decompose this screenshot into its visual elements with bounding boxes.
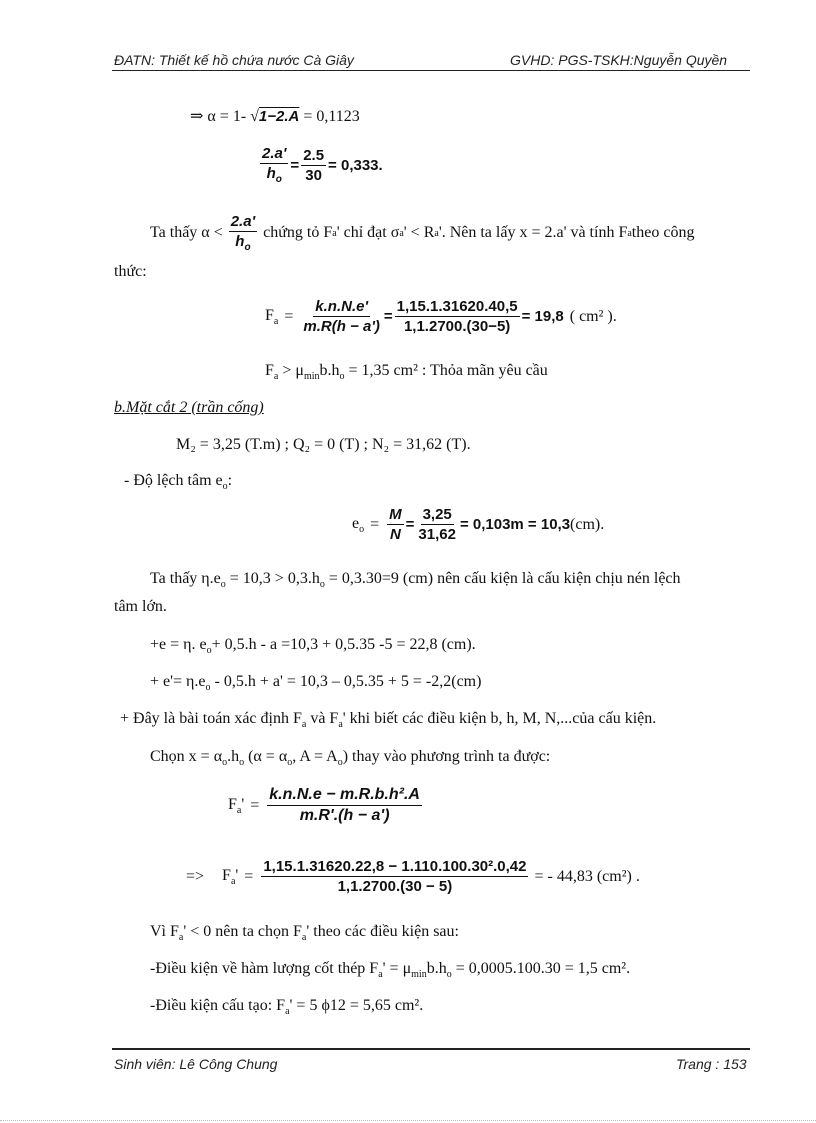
fa-prime-general-formula: $F_a'$ = $\frac{\text{k.n.N.e − m.R.b.h².A}}{m.R'.(h - a')}$ <box>228 786 420 825</box>
footer-left: Sinh viên: Lê Công Chung <box>114 1056 278 1072</box>
paragraph-steel-ratio: -Điều kiện về hàm lượng cốt thép $F_a' = \mu_{min}b.h_o = 0,0005.100.30 = 1,5$ cm². <box>150 960 631 981</box>
section-title: b.Mặt cắt 2 (trần cống) <box>114 399 264 416</box>
e-prime-line: + $e'= \eta.e_o - 0,5.h + a' = 10,3 - 0,5.35 + 5 = -2,2(cm)$ <box>150 673 482 694</box>
paragraph-structure: -Điều kiện cấu tạo: $F_a' = 5$ ϕ12 = 5,65 cm². <box>150 997 424 1018</box>
eccentricity-label: - Độ lệch tâm $e_o$: <box>124 472 233 493</box>
fa-prime-numeric-formula: => $F_a'$ = $\frac{\text{1,15.1.31620.22,8 − 1.110.100.30².0,42}}{1,1.2700.(30 - 5)}$ = - 44,83 (cm²) . <box>186 858 640 896</box>
alpha-line: ⇒ α = 1- √1−2.A = 0,1123 <box>190 108 360 125</box>
ratio-line: $\frac{2.a'}{h_o}$ = $\frac{2.5}{30}$ = 0,333. <box>262 145 383 186</box>
fa-formula: $F_a$ = $\frac{k.n.N.e'}{m.R(h - a')}$ = $\frac{1,15.1.31620.40,5}{1,1.2700.(30-5)}$ = 19,8 ( cm² ). <box>265 298 617 336</box>
e-line: +e = η. $e_o+ 0,5.h - a =10,3 + 0,5.35$ -5 = 22,8 (cm). <box>150 636 476 657</box>
paragraph-choose-x: Chọn $x = \alpha_o.h_o$ ($\alpha = \alpha_o$, $A = A_o$) thay vào phương trình ta được: <box>150 748 551 769</box>
header-rule <box>112 70 750 71</box>
eo-formula: $e_o$ = $\frac{M}{N}$ = $\frac{3,25}{31,62}$ = 0,103m = 10,3 (cm). <box>352 506 605 544</box>
footer-right: Trang : 153 <box>676 1056 747 1072</box>
paragraph-negative: Vì $F_a' < 0$ nên ta chọn $F_a'$ theo các điều kiện sau: <box>150 923 459 944</box>
header-left: ĐATN: Thiết kế hồ chứa nước Cà Giây <box>114 52 354 68</box>
header-right: GVHD: PGS-TSKH:Nguyễn Quyền <box>510 52 728 68</box>
paragraph-problem: + Đây là bài toán xác định $F_a$ và $F_a'$ khi biết các điều kiện b, h, M, N,...của cấu kiện. <box>120 710 657 731</box>
fa-check: $F_a > \mu_{min}b.h_o = 1,35$ cm² : Thỏa mãn yêu cầu <box>265 362 548 383</box>
paragraph-large-eccentricity-cont: tâm lớn. <box>114 598 167 615</box>
footer-rule <box>112 1048 750 1050</box>
page-edge <box>0 1120 816 1121</box>
forces-line: M₂ = 3,25 (T.m) ; Q₂ = 0 (T) ; N₂ = 31,62 (T). <box>176 436 471 453</box>
paragraph-large-eccentricity: Ta thấy $\eta.e_o = 10,3 > 0,3.h_o = 0,3.30=9$ (cm) nên cấu kiện là cấu kiện chịu nén lệch <box>150 570 681 591</box>
paragraph-condition: Ta thấy α < $\frac{2.a'}{h_o}$ chứng tỏ F a ' chỉ đạt σ a ' < R a '. Nên ta lấy x = 2.a' và tính F a theo công <box>150 213 695 254</box>
paragraph-formula-label: thức: <box>114 263 147 280</box>
